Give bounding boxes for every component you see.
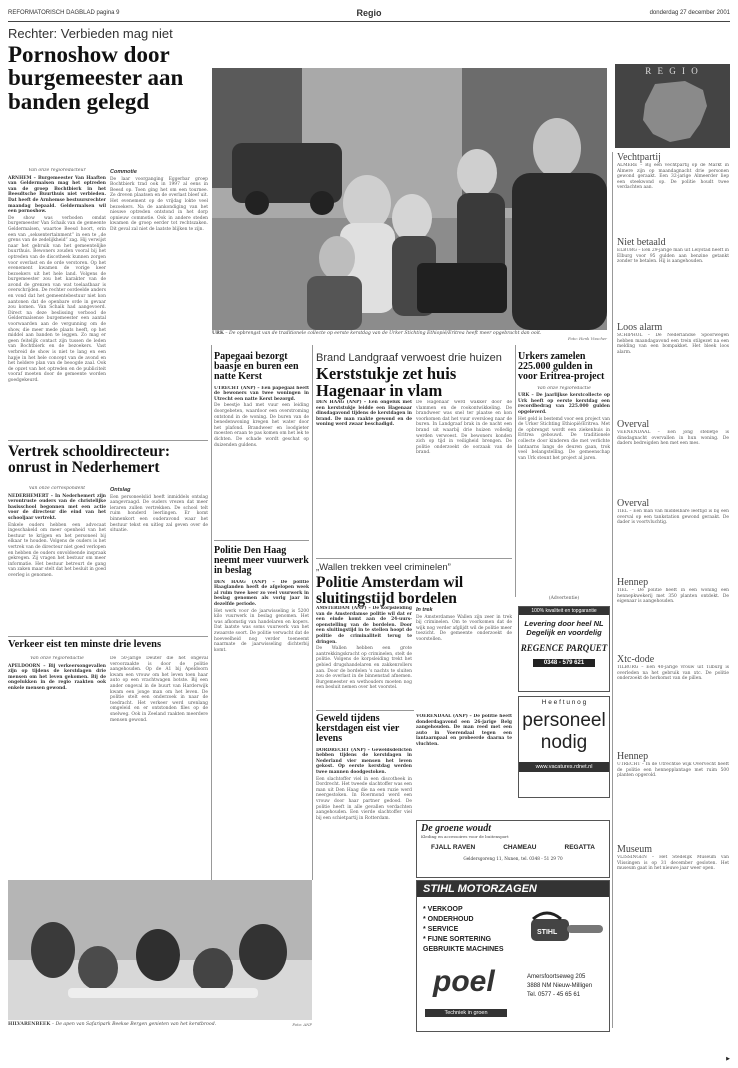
sidebar-item: [617, 498, 729, 571]
brand-regatta: REGATTA: [564, 844, 595, 851]
sidebar-body: SCHIPHOL – De Nederlandse Spoorwegen hebben maandagavond een trein stilgezet na een melding van een bompakket. Het bleek loos alarm.: [617, 333, 729, 355]
article-papegaai: [214, 352, 309, 506]
article-text: [518, 386, 610, 576]
lead: DEN HAAG (ANP) – De politie Haaglanden heeft de afgelopen week al ruim twee keer zo veel vuurwerk in beslag genomen als vorig jaar in dezelfde periode.: [214, 579, 309, 607]
headline: Geweld tijdens kerstdagen eist vier levens: [316, 713, 400, 745]
body: De 50-jarige Deuter die het ongeval veroorzaakte is door de politie aangehouden. Op de A1 bij Apeldoorn kwam een vrouw om het leven toen haar auto op een vrachtwagen botste. Bij een ander ongeval in de buurt van Harderwijk kwam een jonge man om het leven. De politie stelt een onderzoek in naar de toedracht. Het verkeer werd urenlang omgeleid en er ontstonden files op de snelweg. Ook in Zeeland raakten meerdere mensen gewond.: [110, 656, 208, 723]
school-col2: [110, 486, 208, 632]
verkeer-col2: [110, 656, 208, 878]
ad-woudt-address: Geldersgoreng 11, Nunen, tel. 0348 - 51 29 70: [463, 856, 563, 861]
sidebar-item: [617, 152, 729, 231]
headline: Pornoshow door burgemeester aan banden gelegd: [8, 42, 184, 114]
body: Het geld is bestemd voor een project van de Urker Stichting Ethiopië/Eritrea. Met de opbrengst wordt een ziekenhuis in Eritrea gebouwd. De traditionele collecte door kinderen die met verlichte lantaarns langs de deuren gaan, trok veel belangstelling. De gemeenschap van Urk steunt het project al jaren.: [518, 416, 610, 461]
column-divider: [211, 345, 212, 880]
divider: [214, 540, 309, 541]
porno-col1: [8, 168, 106, 436]
sidebar-body: VLISSINGEN – Het Stedelijk Museum van Vlissingen is op 31 december gesloten. Het museum gaat in het nieuwe jaar weer open.: [617, 855, 729, 872]
sidebar-item: [617, 577, 729, 648]
headline: Kerststukje zet huis Hagenaar in vlam: [316, 364, 457, 400]
sidebar-title: Xtc-dode: [617, 654, 655, 665]
body2: De laar voorganging Eggerbar groep Bochtbierk trad ook in 1997 al eens in Beesd op. Toen ging het om een tournee. Ze dreven plaatsen en de overlast bleef uit. Het evenement op de vrijdag lokte veel bezoekers. Na de aankondiging van het nieuwe optreden ontstond in het dorp opnieuw commotie. Ook in andere steden kwamen de groep eerder tot rechtszaken. Dit geval zal niet de laatste blijken te zijn.: [110, 176, 208, 232]
porno-col2: [110, 168, 208, 436]
body2: De Amsterdamse Wallen zijn zeer in trek bij criminelen. Om te voorkomen dat de wijk nog verder afglijdt wil de politie meer toezicht. De gemeente onderzoekt de voorstellen.: [416, 614, 512, 642]
voerendaal-lead: VOERENDAAL (ANP) – De politie heeft donderdagavond een 26-jarige Belg aangehouden. De man reed met een auto in Voerendaal tegen een lantaarnpaal en probeerde daarna te vluchten.: [416, 714, 512, 747]
caption-text: De opbrengst van de traditionele collecte op eerste kerstdag van de Urker Stichting Ethiopië/Eritrea heeft meer opgebracht dan ooit.: [229, 331, 542, 336]
caption-lead: URK: [212, 331, 224, 336]
news-sidebar: [617, 152, 729, 1032]
divider: [8, 440, 208, 441]
body: De beestje had met vuur een leiding doorgebeten, waardoor een overstroming ontstond in de woning. De buren van de benedenwoning kregen het water door het plafond. Brandweer en loodgieter moesten eraan te pas komen om het lek te dichten. De schade wordt geschat op duizenden guldens.: [214, 403, 309, 448]
lead: URK – De jaarlijkse kerstcollecte op Urk heeft op eerste kerstdag een recordbedrag van 225.000 gulden opgeleverd.: [518, 393, 610, 415]
headline: Politie Den Haag neemt meer vuurwerk in beslag: [214, 545, 309, 577]
stihl-street: Amersfoortseweg 205: [527, 974, 586, 980]
page-continue-arrow: ▶: [726, 1056, 730, 1062]
verkeer-col1: [8, 656, 106, 878]
ad-groene-woudt[interactable]: [416, 820, 610, 878]
stihl-item: * ONDERHOUD: [423, 916, 474, 923]
section-title: Regio: [356, 8, 382, 18]
stihl-logo: STIHL: [537, 929, 558, 936]
article-porno: [8, 26, 208, 113]
headline: Vertrek schooldirecteur: onrust in Nederhemert: [8, 443, 170, 476]
photo-credit: Foto: ANP: [292, 1022, 312, 1027]
ad-personeel-big1: personeel: [522, 710, 606, 731]
kicker: Brand Landgraaf verwoest drie huizen: [316, 352, 502, 364]
sidebar-body: UTRECHT – In de Utrechtse wijk Overvecht heeft de politie een hennepplantage met ruim 500 planten opgerold.: [617, 762, 729, 779]
lead: ARNHEM – Burgemeester Van Haaften van Geldermalsen mag het optreden van de groep Bochtbierk in het Beesdtsche Buurthuis niet verbieden. Dat heeft de Arnhemse bestuursrechter maandag bepaald. Geldermalsen wil een pornoshow.: [8, 175, 106, 215]
lead: APELDOORN – Bij verkeersongevallen zijn op tijdens de kerstdagen drie mensen om het leven gekomen. Bij de ongelukken in de regio raakten ook enkele mensen gewond.: [8, 663, 106, 691]
sidebar-body: TIEL – De politie heeft in een woning een hennepkwekerij met 350 planten ontdekt. De eigenaar is aangehouden.: [617, 588, 729, 605]
sidebar-item: [617, 322, 729, 413]
sidebar-title: Overval: [617, 498, 650, 509]
sidebar-title: Hennep: [617, 577, 649, 588]
page-header: [8, 8, 730, 20]
ad-woudt-sub: Kleding en accessoires voor de buitensport: [421, 834, 509, 839]
byline: Van onze regioredactie: [30, 656, 84, 661]
date: donderdag 27 december 2001: [649, 10, 730, 16]
brand-chameau: CHAMEAU: [503, 844, 537, 851]
sidebar-item: [617, 844, 729, 915]
column-divider: [515, 345, 516, 597]
article-text: [214, 580, 309, 858]
article-verkeer: [8, 640, 208, 651]
body: De show was verboden omdat burgemeester Van Schaik van de gemeente Geldermalsen, waartoe Beesd hoort, erin een van „seksentertainment” in een te „de grens van de zedelijkheid” zag. Hij verwijst naar het gebruik van het gemeentelijke buurthuis. Bewoners zouden vooral bij het optreden van de discotheek kunnen zorgen voor overlast en de orde verstoren. Op het evenement kwamen de vorige keer bezoekers uit het hele land. Volgens de burgemeester zou het karakter van de avond de grenzen van wat toelaatbaar is overschrijden. De rechter oordeelde anders en vond dat het gemeentebestuur niet kon aantonen dat de openbare orde in gevaar zou komen. Van Schaik had aangevoerd. Direct na deze beslissing verbood de Geldermalsense burgemeester een aantal voorwaarden aan de vergunning om de show, die meer mede plaats heeft, op het middel aan banden te leggen. Zo mag er geen feitelijk contact zijn tussen de leden van Bochtbierk en de bezoekers. Vast verbreid de show is niet te lang en een hapje in het hele concept van de avond en het heldere plan van de beoogde zaal. Ook de opzet van het optreden en de publiciteit vooraf moeten door de gemeente worden goedgekeurd.: [8, 215, 106, 383]
top-photo-caption: URK – De opbrengst van de traditionele collecte op eerste kerstdag van de Urker Stichting Ethiopië/Eritrea heeft meer opgebracht dan ooit. Foto: Henk Visscher: [212, 331, 607, 342]
subhead: In trek: [416, 607, 433, 613]
sidebar-item: [617, 751, 729, 838]
subhead: Ontslag: [110, 487, 131, 493]
sidebar-item: [617, 654, 729, 745]
ad-personeel-url[interactable]: www.vacatures.rdnet.nl: [519, 762, 609, 772]
bottom-photo-caption: HILVARENBEEK – De apen van Safaripark Beekse Bergen genieten van het kerstbrood. Foto: ANP: [8, 1022, 312, 1027]
sidebar-title: Overval: [617, 419, 650, 430]
article-text: [214, 386, 309, 506]
ad-parquet-line1: Levering door heel NL: [524, 619, 604, 628]
amsterdam-col1: [316, 606, 412, 706]
sidebar-body: ELBURG – Een 29-jarige man uit Lelystad heeft in Elburg voor 95 gulden aan benzine getankt zonder te betalen. Hij is aangehouden.: [617, 248, 729, 265]
ad-parquet-line2: Degelijk en voordelig: [526, 628, 602, 637]
lead: DORDRECHT (ANP) – Geweldsdelicten hebben tijdens de kerstdagen in Nederland vier mensen het leven gekost. Op eerste kerstdag werden twee mannen doodgestoken.: [316, 747, 412, 775]
ad-personeel[interactable]: [518, 696, 610, 798]
netherlands-map-icon: [615, 76, 730, 146]
stihl-city: 3888 NM Nieuw-Milligen: [527, 983, 593, 989]
amsterdam-col2: [416, 606, 512, 706]
ad-stihl-brand: poel: [433, 965, 495, 998]
sidebar-title: Vechtpartij: [617, 152, 661, 163]
paper-name: REFORMATORISCH DAGBLAD pagina 9: [8, 10, 120, 16]
article-kerststukje: [316, 352, 512, 400]
byline: Van onze correspondent: [28, 486, 86, 491]
sidebar-title: Loos alarm: [617, 322, 663, 333]
ad-parquet-brand: REGENCE PARQUET: [520, 643, 608, 653]
column-divider: [312, 345, 313, 880]
lead: DEN HAAG (ANP) – Een ongeluk met een kerststukje leidde een Hagenaar dinsdagavond tijdens de kerstdagen in brand. De man raakte gewond en de woning werd zwaar beschadigd.: [316, 400, 412, 428]
kerststukje-col2: [416, 400, 512, 552]
sidebar-body: VEENENDAAL – Een jong stelletje is dinsdagnacht overvallen in hun woning. De daders bedreigden hen met een mes.: [617, 430, 729, 447]
divider: [8, 636, 208, 637]
ad-regence-parquet[interactable]: [518, 606, 610, 692]
article-school: [8, 444, 208, 476]
subhead: Commotie: [110, 169, 137, 175]
body: De Wallen hebben een grote aantrekkingskracht op criminelen, stelt de politie. Volgens de korpsleiding trekt het gebied drugshandelaren en zakkenrollers aan. Door de bordelen 's nachts te sluiten zou de overlast in de binnenstad afnemen. Burgemeester en wethouders moeten nog een besluit nemen over het voorstel.: [316, 646, 412, 691]
caption-lead: HILVARENBEEK: [8, 1022, 51, 1027]
sidebar-title: Museum: [617, 844, 652, 855]
divider: [316, 558, 512, 559]
ad-label: (Advertentie): [548, 596, 580, 601]
sidebar-body: ALMERE – Bij een vechtpartij op de Markt in Almere zijn op maandagnacht drie personen gewond geraakt. Een 32-jarige Almeerder liep een steekwond op. De politie houdt twee verdachten aan.: [617, 163, 729, 191]
ad-stihl[interactable]: [416, 880, 610, 1032]
stihl-item: * SERVICE: [423, 926, 459, 933]
brand-fjallraven: FJALL RAVEN: [431, 844, 476, 851]
sidebar-title: Hennep: [617, 751, 649, 762]
sidebar-item: [617, 237, 729, 316]
ad-personeel-small: H e e f t u n o g: [541, 699, 587, 706]
article-vuurwerk: [214, 546, 309, 858]
byline: Van onze regioredacteur: [28, 168, 86, 173]
headline: Papegaai bezorgt baasje en buren een natte Kerst: [214, 351, 299, 383]
caption-text: De apen van Safaripark Beekse Bergen genieten van het kerstbrood.: [55, 1022, 217, 1027]
article-amsterdam: [316, 562, 512, 607]
ad-woudt-name: De groene woudt: [421, 823, 491, 834]
ad-parquet-phone: 0348 - 579 621: [533, 659, 595, 667]
sidebar-item: [617, 419, 729, 492]
kicker: Rechter: Verbieden mag niet: [8, 26, 173, 41]
body2: Een personeelslid heeft inmiddels ontslag aangevraagd. De ouders vrezen dat meer leraren zullen vertrekken. De school telt ruim honderd leerlingen. Er komt binnenkort een ouderavond waar het bestuur tekst en uitleg zal geven over de situatie.: [110, 494, 208, 534]
ad-stihl-title: STIHL MOTORZAGEN: [417, 881, 609, 897]
header-rule: [8, 21, 730, 22]
body: Enkele ouders hebben een advocaat ingeschakeld om meer openheid van het bestuur te krijgen en het personeel bij elkaar te houden. Volgens de ouders is het vertrek van de directeur niet goed verlopen en hebben de ouders onvoldoende inspraak gekregen. Zij vragen het bestuur om meer informatie. Het bestuur betreurt de gang van zaken maar stelt dat het besluit in goed overleg is genomen.: [8, 522, 106, 578]
stihl-item: GEBRUIKTE MACHINES: [423, 946, 504, 953]
body: Het werk voor de jaarwisseling is 5200 kilo vuurwerk in beslag genomen. Het was afkomstig van handelaren en kopers. Dat laatste was soms vuurwerk van het zwaarste soort. De politie verwacht dat de hoeveelheid nog verder toeneemt naarmate de jaarwisseling dichterbij komt.: [214, 608, 309, 653]
headline: Verkeer eist ten minste drie levens: [8, 639, 162, 650]
sidebar-body: TILBURG – Een 40-jarige vrouw uit Tilburg is overleden na het gebruik van xtc. De politie onderzoekt de herkomst van de pillen.: [617, 665, 729, 682]
ad-stihl-tag: Techniek in groen: [425, 1009, 507, 1017]
ad-stihl-items: [423, 905, 504, 955]
byline: Van onze regioredactie: [537, 385, 591, 391]
school-col1: [8, 486, 106, 632]
lead: NEDERHEMERT – In Nederhemert zijn verontruste ouders van de christelijke basisschool begonnen met een actie voor de directeur die eind van het schooljaar vertrekt.: [8, 493, 106, 521]
stihl-item: * FIJNE SORTERING: [423, 936, 492, 943]
kicker: „Wallen trekken veel criminelen”: [316, 562, 451, 573]
kerststukje-col1: [316, 400, 412, 552]
chainsaw-icon: [527, 905, 605, 951]
headline: Urkers zamelen 225.000 gulden in voor Eritrea-project: [518, 351, 605, 383]
ad-parquet-top: 100% kwaliteit en topgarantie: [519, 607, 609, 615]
article-text: [316, 748, 412, 876]
divider: [316, 710, 414, 711]
body: De Hagenaar werd wakker door de vlammen en de rookontwikkeling. De brandweer was snel ter plaatse en kon voorkomen dat het vuur oversloeg naar de buren. In Landgraaf brak in de nacht een brand uit waarbij drie huizen volledig werden verwoest. De bewoners konden zich op tijd in veiligheid brengen. De politie onderzoekt de oorzaak van de brand.: [416, 400, 512, 456]
ad-personeel-big2: nodig: [540, 732, 588, 753]
body: Een slachtoffer viel in een discotheek in Dordrecht. Het tweede slachtoffer was een man uit Den Haag die na een ruzie werd neergestoken. In Roermond werd een vrouw door haar partner gedood. De politie heeft in alle gevallen verdachten aangehouden. Een vierde slachtoffer viel bij een schietpartij in Rotterdam.: [316, 776, 412, 821]
ad-woudt-brands: [417, 844, 609, 851]
sidebar-title: Niet betaald: [617, 237, 666, 248]
sidebar-divider: [612, 152, 613, 1028]
article-urkers: [518, 352, 610, 576]
regio-banner: [615, 64, 730, 148]
regio-banner-text: R E G I O: [645, 66, 700, 76]
stihl-item: * VERKOOP: [423, 906, 463, 913]
article-geweld: [316, 714, 412, 876]
stihl-phone: Tel. 0577 - 45 65 61: [527, 992, 581, 998]
lead: AMSTERDAM (ANP) – De korpsleiding van de Amsterdamse politie wil dat er een einde komt aan de 24-uurs-openstelling van de bordelen. Door een sluitingstijd in te stellen hoopt de politie de criminaliteit terug te dringen.: [316, 606, 412, 645]
headline: Politie Amsterdam wil sluitingstijd bordelen: [316, 574, 464, 607]
lead: UTRECHT (ANP) – Een papegaai heeft de bewoners van twee woningen in Utrecht een natte Kerst bezorgd.: [214, 385, 309, 402]
photo-credit: Foto: Henk Visscher: [568, 336, 607, 342]
ad-stihl-address: [527, 973, 592, 1000]
photo-apen-beekse-bergen: [8, 880, 312, 1020]
photo-urk-collecte: [212, 68, 607, 330]
sidebar-body: TIEL – Een man van middelbare leeftijd is bij een overval op een tankstation gewond geraakt. De dader is voortvluchtig.: [617, 509, 729, 526]
